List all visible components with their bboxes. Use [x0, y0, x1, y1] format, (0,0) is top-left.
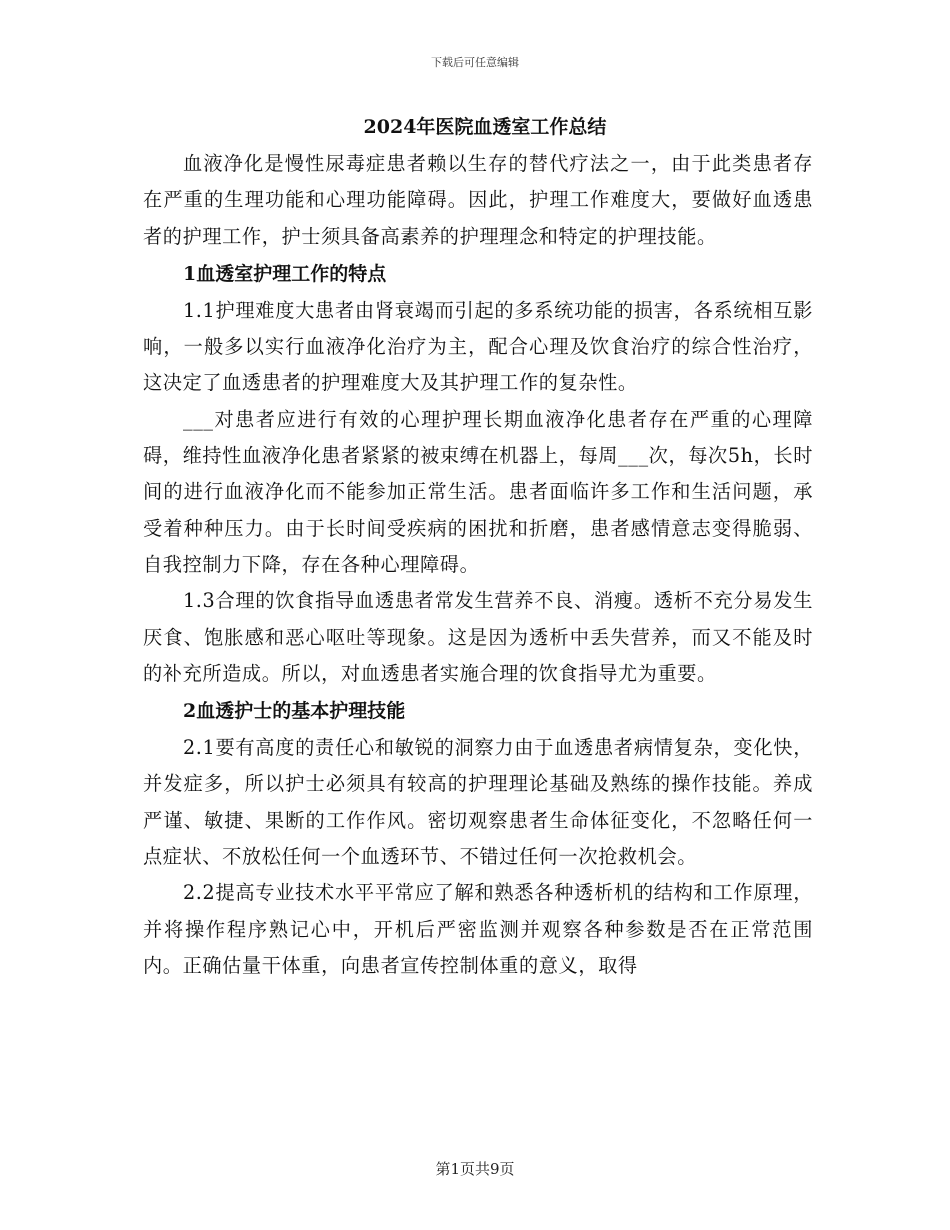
section-1-1-paragraph: 1.1护理难度大患者由肾衰竭而引起的多系统功能的损害，各系统相互影响，一般多以实行血液净化治疗为主，配合心理及饮食治疗的综合性治疗，这决定了血透患者的护理难度大及其护理工作的复杂性。: [143, 298, 813, 395]
section-2-2-paragraph: 2.2提高专业技术水平平常应了解和熟悉各种透析机的结构和工作原理，并将操作程序熟记心中，开机后严密监测并观察各种参数是否在正常范围内。正确估量干体重，向患者宣传控制体重的意义，取得: [143, 881, 813, 977]
section-2-1-paragraph: 2.1要有高度的责任心和敏锐的洞察力由于血透患者病情复杂，变化快，并发症多，所以护士必须具有较高的护理理论基础及熟练的操作技能。养成严谨、敏捷、果断的工作作风。密切观察患者生命体征变化，不忽略任何一点症状、不放松任何一个血透环节、不错过任何一次抢救机会。: [143, 736, 813, 869]
section-1-3-paragraph: 1.3合理的饮食指导血透患者常发生营养不良、消瘦。透析不充分易发生厌食、饱胀感和恶心呕吐等现象。这是因为透析中丢失营养，而又不能及时的补充所造成。所以，对血透患者实施合理的饮食指导尤为重要。: [143, 589, 813, 685]
document-body: [143, 108, 813, 984]
page-footer-number: 第1页共9页: [435, 1160, 515, 1178]
section-2-heading: 2血透护士的基本护理技能: [183, 700, 406, 723]
section-1-2-paragraph: ___对患者应进行有效的心理护理长期血液净化患者存在严重的心理障碍，维持性血液净化患者紧紧的被束缚在机器上，每周___次，每次5h，长时间的进行血液净化而不能参加正常生活。患者面临许多工作和生活问题，承受着种种压力。由于长时间受疾病的困扰和折磨，患者感情意志变得脆弱、自我控制力下降，存在各种心理障碍。: [143, 407, 813, 576]
section-1-heading: 1血透室护理工作的特点: [183, 262, 387, 285]
document-title: 2024年医院血透室工作总结: [363, 116, 607, 138]
intro-paragraph: 血液净化是慢性尿毒症患者赖以生存的替代疗法之一，由于此类患者存在严重的生理功能和心理功能障碍。因此，护理工作难度大，要做好血透患者的护理工作，护士须具备高素养的护理理念和特定的护理技能。: [143, 152, 813, 248]
page-header-note: 下载后可任意编辑: [431, 56, 519, 69]
